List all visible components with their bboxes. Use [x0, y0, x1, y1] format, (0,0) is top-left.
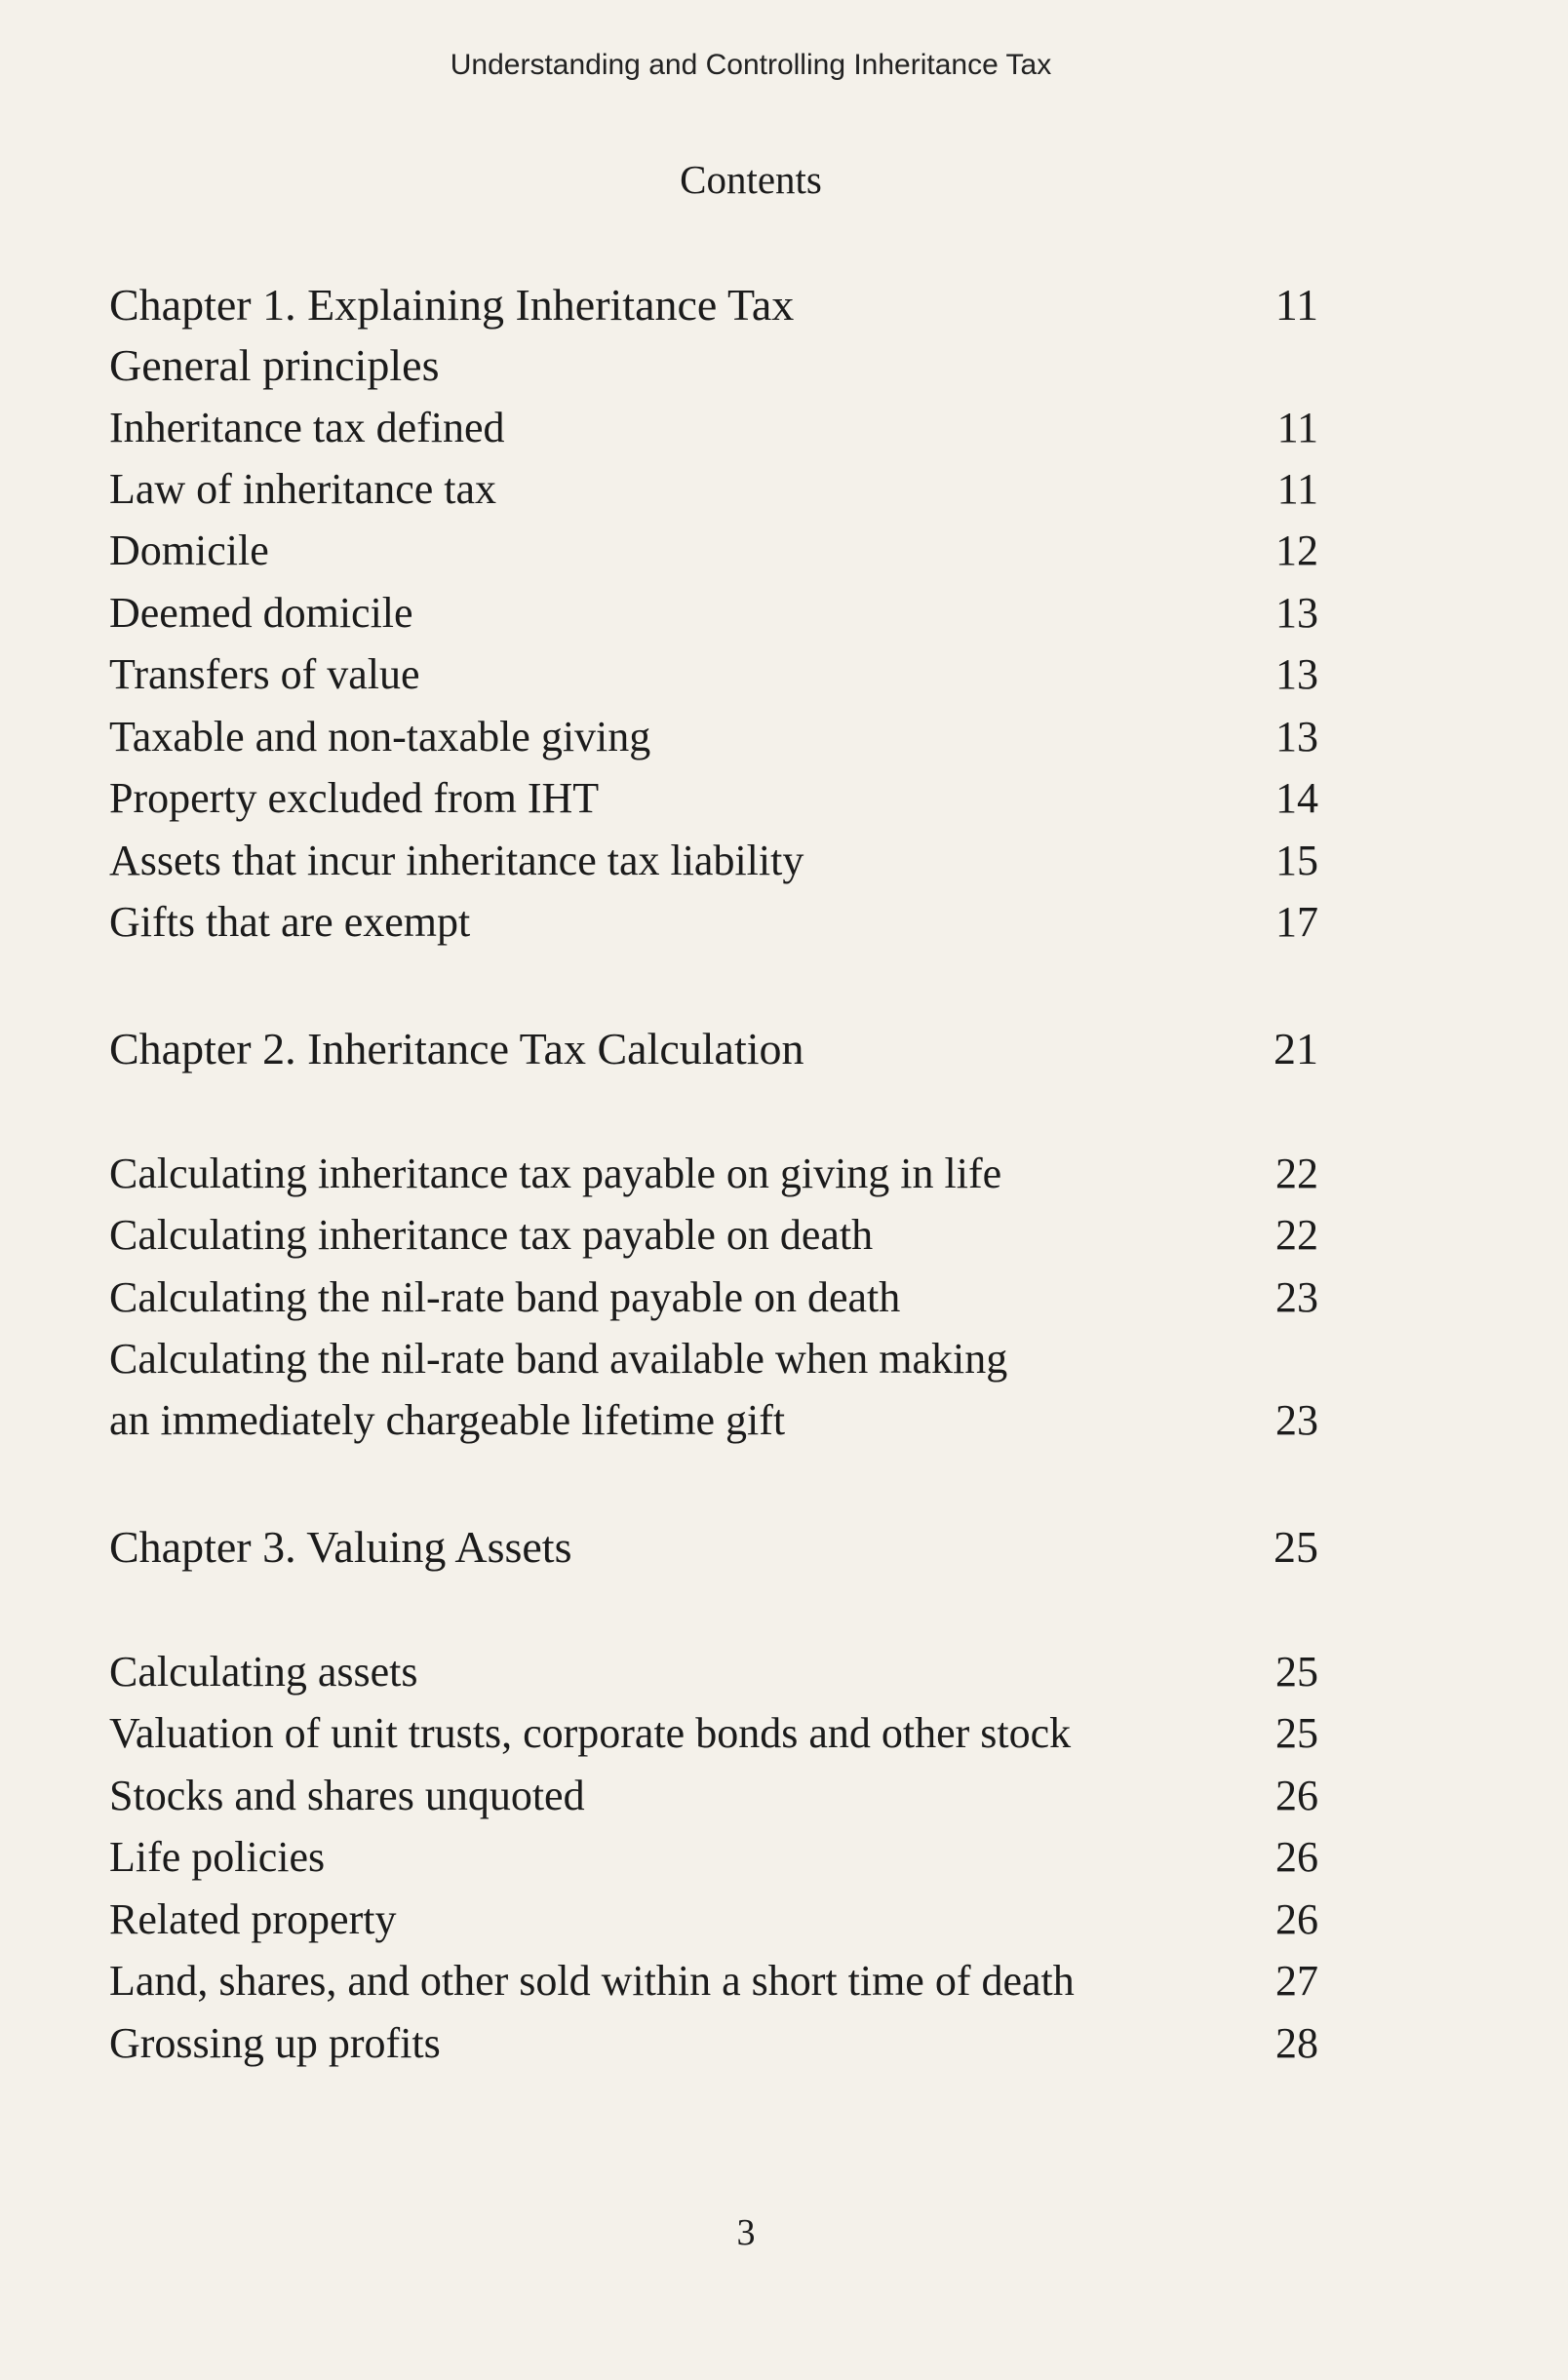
page-ref: 23	[1275, 1273, 1318, 1321]
entry-title: Calculating the nil-rate band payable on death	[109, 1273, 901, 1321]
page-ref: 13	[1275, 589, 1318, 637]
page-number: 3	[736, 2212, 756, 2253]
toc-entry[interactable]	[0, 1704, 1521, 1763]
toc-entry[interactable]	[0, 1767, 1521, 1825]
page-ref: 15	[1275, 837, 1318, 884]
toc-entry[interactable]	[0, 1206, 1521, 1265]
toc-entry-line-1[interactable]	[0, 1330, 1521, 1388]
page-ref: 26	[1275, 1833, 1318, 1881]
page-ref: 28	[1275, 2019, 1318, 2067]
toc-entry[interactable]	[0, 708, 1521, 766]
entry-title: Inheritance tax defined	[109, 404, 505, 451]
entry-title: Grossing up profits	[109, 2019, 441, 2067]
entry-title: Related property	[109, 1895, 397, 1943]
page-ref: 11	[1276, 404, 1318, 451]
page-ref: 13	[1275, 650, 1318, 698]
page-ref: 25	[1275, 1709, 1318, 1757]
page-ref: 27	[1275, 1957, 1318, 2005]
entry-title: Valuation of unit trusts, corporate bonds and other stock	[109, 1709, 1072, 1757]
toc-entry[interactable]	[0, 460, 1521, 519]
subheading-title: General principles	[109, 340, 440, 390]
entry-title: Calculating assets	[109, 1648, 418, 1696]
toc-entry[interactable]	[0, 769, 1521, 828]
page-ref: 11	[1274, 280, 1318, 330]
entry-title: Deemed domicile	[109, 589, 413, 637]
entry-title: Taxable and non-taxable giving	[109, 713, 651, 761]
page-ref: 22	[1275, 1211, 1318, 1259]
page-ref: 25	[1275, 1648, 1318, 1696]
chapter-1-heading[interactable]	[0, 276, 1521, 334]
page-ref: 26	[1275, 1772, 1318, 1819]
toc-entry[interactable]	[0, 1952, 1521, 2010]
toc-entry[interactable]	[0, 1268, 1521, 1327]
entry-title: Life policies	[109, 1833, 326, 1881]
toc-entry[interactable]	[0, 832, 1521, 890]
page-ref: 23	[1275, 1396, 1318, 1444]
toc-entry[interactable]	[0, 645, 1521, 704]
page-ref: 13	[1275, 713, 1318, 761]
entry-title: Transfers of value	[109, 650, 420, 698]
toc-entry[interactable]	[0, 522, 1521, 580]
entry-title: Law of inheritance tax	[109, 465, 497, 513]
page-ref: 11	[1276, 465, 1318, 513]
page-ref: 22	[1275, 1150, 1318, 1197]
toc-entry[interactable]	[0, 1828, 1521, 1887]
entry-title: Calculating inheritance tax payable on giving in life	[109, 1150, 1002, 1197]
page-ref: 25	[1274, 1522, 1318, 1572]
entry-title: Domicile	[109, 527, 269, 574]
entry-title: Calculating the nil-rate band available when making	[109, 1335, 1008, 1383]
contents-title: Contents	[680, 157, 822, 202]
entry-title: Gifts that are exempt	[109, 898, 471, 946]
page-ref: 17	[1275, 898, 1318, 946]
entry-title: Calculating inheritance tax payable on death	[109, 1211, 874, 1259]
toc-entry[interactable]	[0, 1145, 1521, 1203]
chapter-title: Chapter 3. Valuing Assets	[109, 1522, 572, 1572]
section-subheading	[0, 336, 1521, 395]
page-ref: 21	[1274, 1024, 1318, 1073]
toc-entry[interactable]	[0, 399, 1521, 457]
chapter-title: Chapter 1. Explaining Inheritance Tax	[109, 280, 795, 330]
chapter-title: Chapter 2. Inheritance Tax Calculation	[109, 1024, 804, 1073]
toc-entry[interactable]	[0, 2014, 1521, 2073]
page-ref: 12	[1275, 527, 1318, 574]
entry-title-continued: an immediately chargeable lifetime gift	[109, 1396, 786, 1444]
chapter-3-heading[interactable]	[0, 1518, 1521, 1577]
toc-entry-line-2[interactable]	[0, 1391, 1521, 1450]
running-header: Understanding and Controlling Inheritance Tax	[450, 49, 1052, 81]
toc-entry[interactable]	[0, 893, 1521, 952]
entry-title: Property excluded from IHT	[109, 774, 600, 822]
toc-entry[interactable]	[0, 1891, 1521, 1949]
toc-entry[interactable]	[0, 584, 1521, 643]
chapter-2-heading[interactable]	[0, 1020, 1521, 1078]
entry-title: Land, shares, and other sold within a short time of death	[109, 1957, 1075, 2005]
entry-title: Assets that incur inheritance tax liability	[109, 837, 804, 884]
entry-title: Stocks and shares unquoted	[109, 1772, 585, 1819]
page-ref: 26	[1275, 1895, 1318, 1943]
toc-entry[interactable]	[0, 1643, 1521, 1701]
page-ref: 14	[1275, 774, 1318, 822]
